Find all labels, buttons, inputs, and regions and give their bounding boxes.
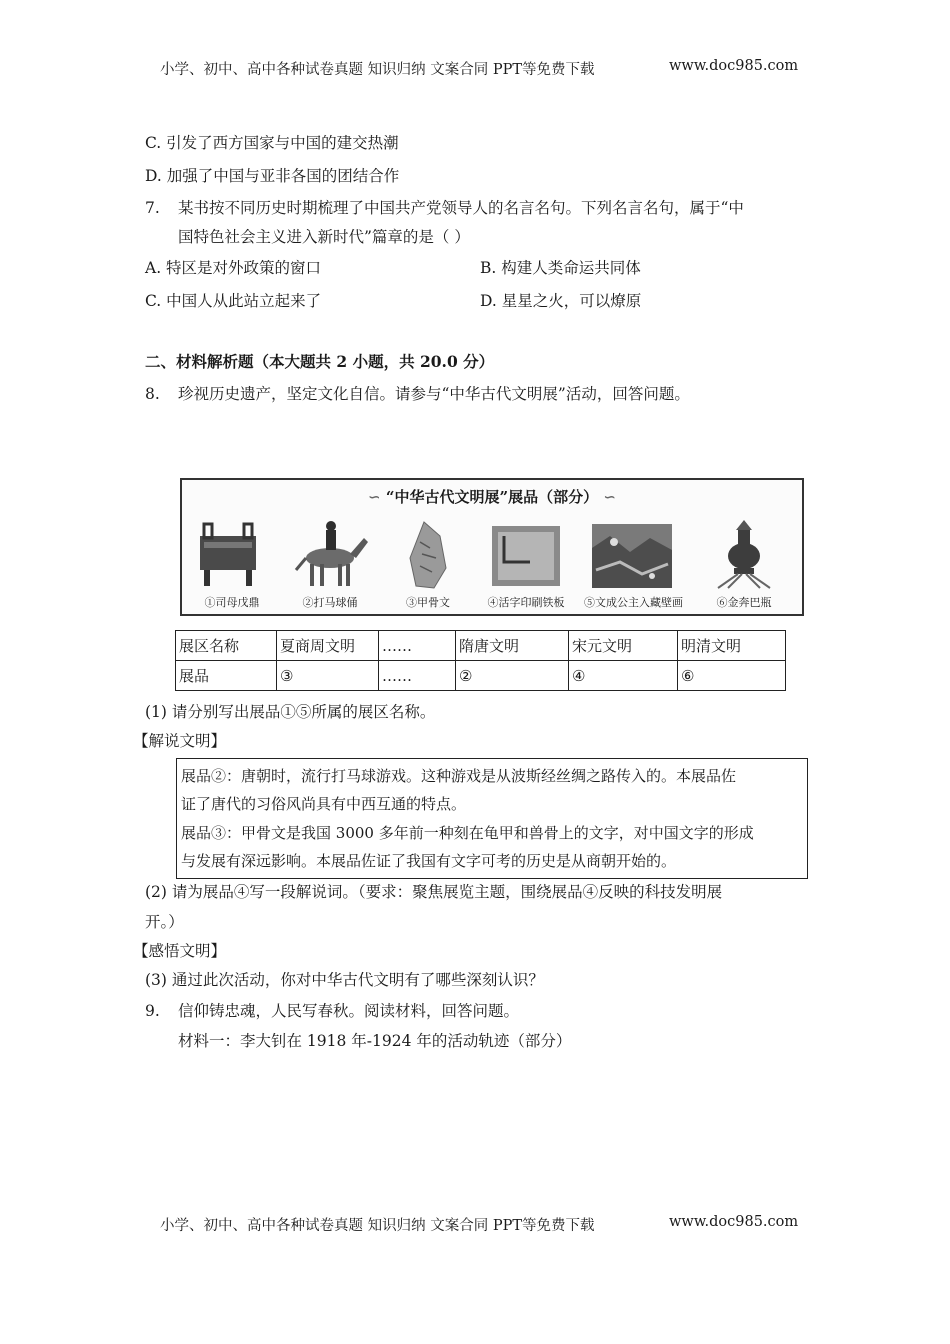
- exhibit-caption-6: ⑥金奔巴瓶: [716, 596, 772, 609]
- explain-heading: 【解说文明】: [133, 732, 227, 750]
- q7-stem-line2: 国特色社会主义进入新时代”篇章的是（ ）: [178, 228, 470, 246]
- exhibit-caption-1: ①司母戊鼎: [204, 596, 260, 609]
- q6-option-d: D. 加强了中国与亚非各国的团结合作: [145, 167, 400, 185]
- exhibit-item-2: [282, 518, 378, 612]
- printing-plate-icon: [484, 518, 568, 590]
- explain-line-4: 与发展有深远影响。本展品佐证了我国有文字可考的历史是从商朝开始的。: [181, 852, 677, 870]
- q8-sub1: (1) 请分别写出展品①⑤所属的展区名称。: [145, 703, 436, 721]
- explain-line-1: 展品②：唐朝时，流行打马球游戏。这种游戏是从波斯经丝绸之路传入的。本展品佐: [181, 767, 737, 785]
- q7-option-b: B. 构建人类命运共同体: [480, 259, 641, 277]
- q8-sub3: (3) 通过此次活动，你对中华古代文明有了哪些深刻认识？: [145, 971, 544, 989]
- exhibit-caption-5: ⑤文成公主入藏壁画: [584, 596, 683, 609]
- exhibit-figure: [180, 478, 804, 616]
- bronze-ding-icon: [190, 518, 274, 590]
- table-cell: 夏商周文明: [277, 631, 379, 661]
- table-cell: ……: [379, 661, 456, 691]
- exhibit-item-4: [478, 518, 574, 612]
- section-title: 二、材料解析题（本大题共 2 小题，共 20.0 分）: [145, 352, 495, 371]
- q7-option-c: C. 中国人从此站立起来了: [145, 292, 322, 310]
- exhibit-item-5: [584, 518, 683, 612]
- q8-sub2-line2: 开。）: [145, 913, 184, 931]
- q6-option-c: C. 引发了西方国家与中国的建交热潮: [145, 134, 399, 152]
- table-cell: 隋唐文明: [456, 631, 569, 661]
- oracle-bone-icon: [386, 518, 470, 590]
- explain-line-2: 证了唐代的习俗风尚具有中西互通的特点。: [181, 795, 467, 813]
- table-cell: ④: [569, 661, 678, 691]
- explanation-box: [176, 758, 808, 879]
- polo-rider-icon: [288, 518, 372, 590]
- table-cell: 宋元文明: [569, 631, 678, 661]
- table-cell: ②: [456, 661, 569, 691]
- q8-number: 8.: [145, 385, 160, 403]
- page-header: [160, 58, 595, 79]
- table-cell: ……: [379, 631, 456, 661]
- table-row: [176, 661, 786, 691]
- exhibit-title-text: “中华古代文明展”展品（部分）: [385, 488, 599, 506]
- q8-sub2-line1: (2) 请为展品④写一段解说词。（要求：聚焦展览主题，围绕展品④反映的科技发明展: [145, 883, 723, 901]
- exhibit-title: [182, 486, 802, 507]
- footer-site[interactable]: www.doc985.com: [669, 1214, 799, 1230]
- cloud-ornament-left-icon: ∽: [368, 488, 381, 506]
- table-cell: ⑥: [678, 661, 786, 691]
- exhibit-item-1: [184, 518, 280, 612]
- q7-stem-line1: 某书按不同历史时期梳理了中国共产党领导人的名言名句。下列名言名句，属于“中: [178, 199, 744, 217]
- exhibit-item-6: [696, 518, 792, 612]
- table-cell: 展区名称: [176, 631, 277, 661]
- table-cell: 展品: [176, 661, 277, 691]
- exhibit-item-3: [380, 518, 476, 612]
- exhibit-zone-table: [175, 630, 786, 691]
- table-cell: ③: [277, 661, 379, 691]
- q7-option-a: A. 特区是对外政策的窗口: [145, 259, 322, 277]
- exhibit-caption-2: ②打马球俑: [302, 596, 358, 609]
- q9-number: 9.: [145, 1002, 160, 1020]
- table-cell: 明清文明: [678, 631, 786, 661]
- header-site[interactable]: www.doc985.com: [669, 58, 799, 74]
- q9-material1: 材料一：李大钊在 1918 年-1924 年的活动轨迹（部分）: [178, 1032, 572, 1050]
- q8-stem: 珍视历史遗产，坚定文化自信。请参与“中华古代文明展”活动，回答问题。: [178, 385, 690, 403]
- table-row: [176, 631, 786, 661]
- header-text: 小学、初中、高中各种试卷真题 知识归纳 文案合同 PPT等免费下载: [160, 62, 595, 78]
- page-footer: [160, 1214, 595, 1235]
- q7-option-d: D. 星星之火，可以燎原: [480, 292, 642, 310]
- cloud-ornament-right-icon: ∽: [603, 488, 616, 506]
- exhibit-caption-3: ③甲骨文: [406, 596, 450, 609]
- golden-urn-icon: [702, 518, 786, 590]
- q7-number: 7.: [145, 199, 160, 217]
- mural-icon: [590, 518, 674, 590]
- explain-line-3: 展品③：甲骨文是我国 3000 多年前一种刻在龟甲和兽骨上的文字，对中国文字的形成: [181, 824, 754, 842]
- exhibit-caption-4: ④活字印刷铁板: [487, 596, 565, 609]
- reflect-heading: 【感悟文明】: [133, 942, 227, 960]
- q9-stem: 信仰铸忠魂，人民写春秋。阅读材料，回答问题。: [178, 1002, 520, 1020]
- footer-text: 小学、初中、高中各种试卷真题 知识归纳 文案合同 PPT等免费下载: [160, 1218, 595, 1234]
